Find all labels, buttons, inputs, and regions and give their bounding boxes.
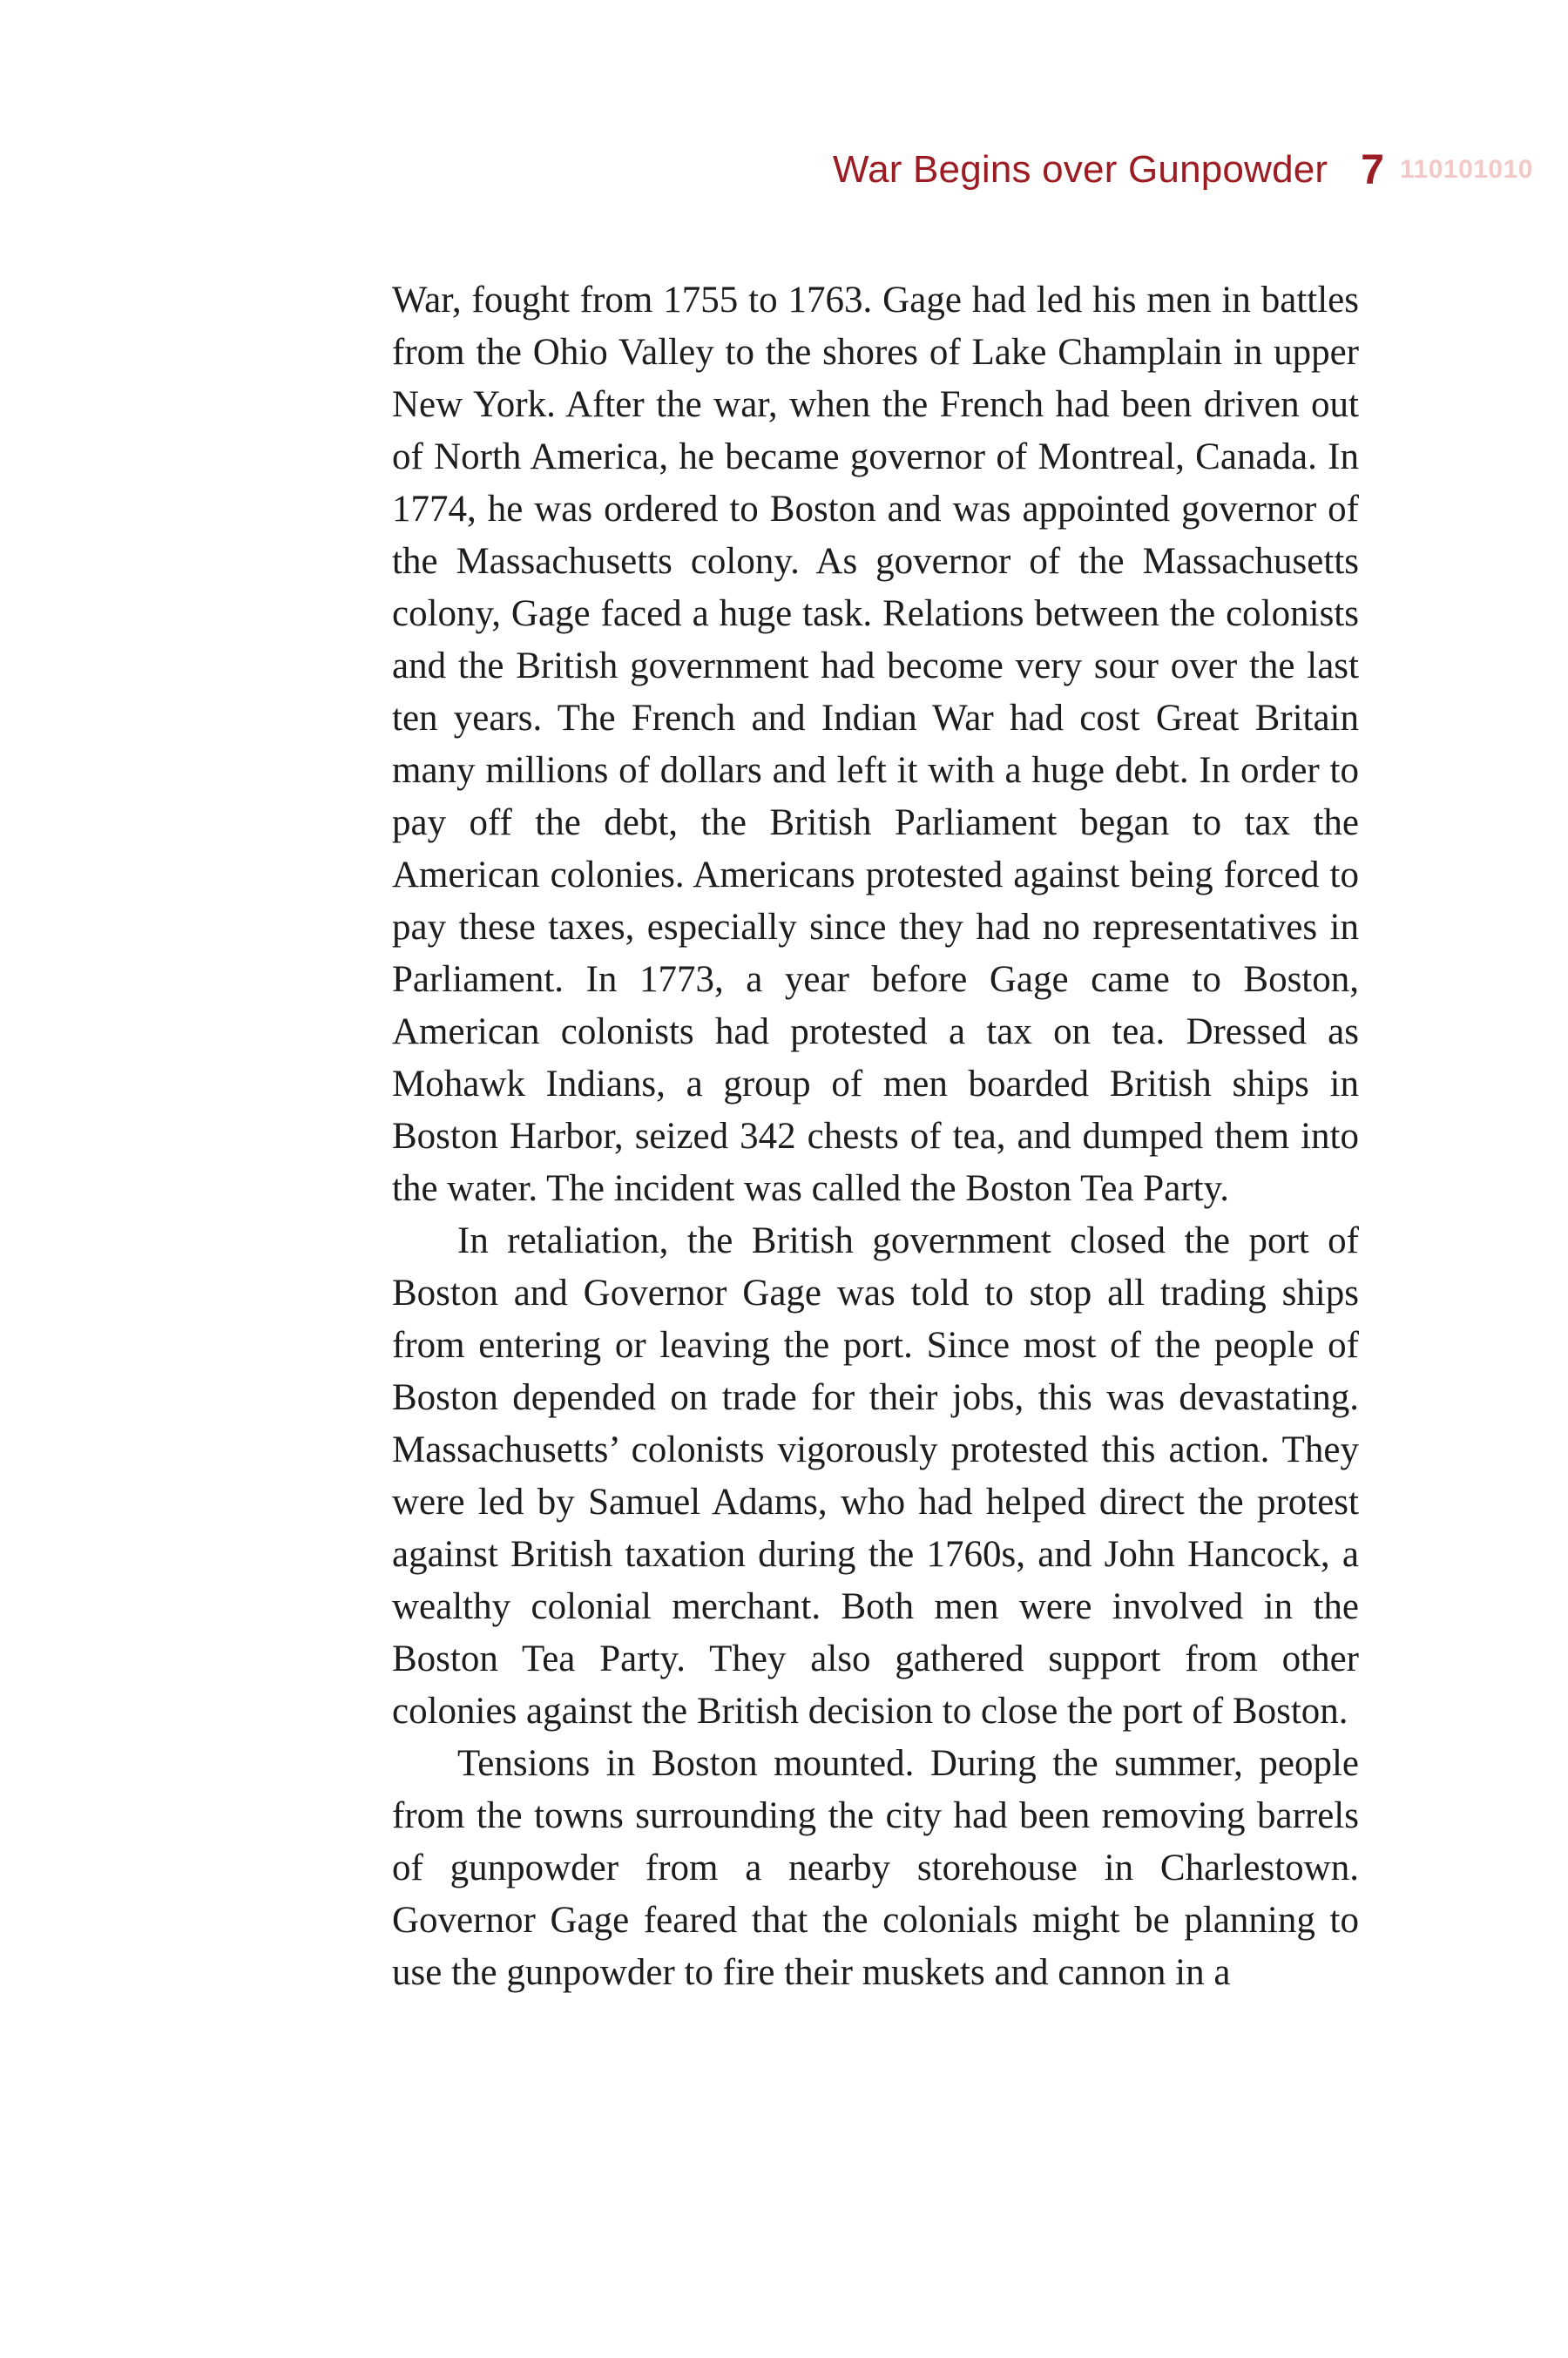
running-header xyxy=(833,139,1533,200)
page-number: 7 xyxy=(1361,146,1384,193)
binary-ornament: 110101010 xyxy=(1399,155,1533,184)
chapter-title: War Begins over Gunpowder xyxy=(832,148,1328,191)
body-text xyxy=(392,274,1359,1999)
paragraph-2: In retaliation, the British government closed the port of Boston and Governor Gage was told to stop all trading ships from entering or leaving the port. Since most of the people of Boston depended on trade for their jobs, this was devastating. Massachusetts’ colonists vigorously protested this action. They were led by Samuel Adams, who had helped direct the protest against British taxation during the 1760s, and John Hancock, a wealthy colonial merchant. Both men were involved in the Boston Tea Party. They also gathered support from other colonies against the British decision to close the port of Boston. xyxy=(392,1220,1359,1732)
paragraph-3: Tensions in Boston mounted. During the summer, people from the towns surrounding the city had been removing barrels of gunpowder from a nearby storehouse in Charlestown. Governor Gage feared that the colonials might be planning to use the gunpowder to fire their muskets and cannon in a xyxy=(392,1743,1359,1993)
paragraph-1: War, fought from 1755 to 1763. Gage had led his men in battles from the Ohio Valley to the shores of Lake Champlain in upper New York. After the war, when the French had been driven out of North America, he became governor of Montreal, Canada. In 1774, he was ordered to Boston and was appointed governor of the Massachusetts colony. As governor of the Massachusetts colony, Gage faced a huge task. Relations between the colonists and the British government had become very sour over the last ten years. The French and Indian War had cost Great Britain many millions of dollars and left it with a huge debt. In order to pay off the debt, the British Parliament began to tax the American colonies. Americans protested against being forced to pay these taxes, especially since they had no representatives in Parliament. In 1773, a year before Gage came to Boston, American colonists had protested a tax on tea. Dressed as Mohawk Indians, a group of men boarded British ships in Boston Harbor, seized 342 chests of tea, and dumped them into the water. The incident was called the Boston Tea Party. xyxy=(392,280,1359,1209)
